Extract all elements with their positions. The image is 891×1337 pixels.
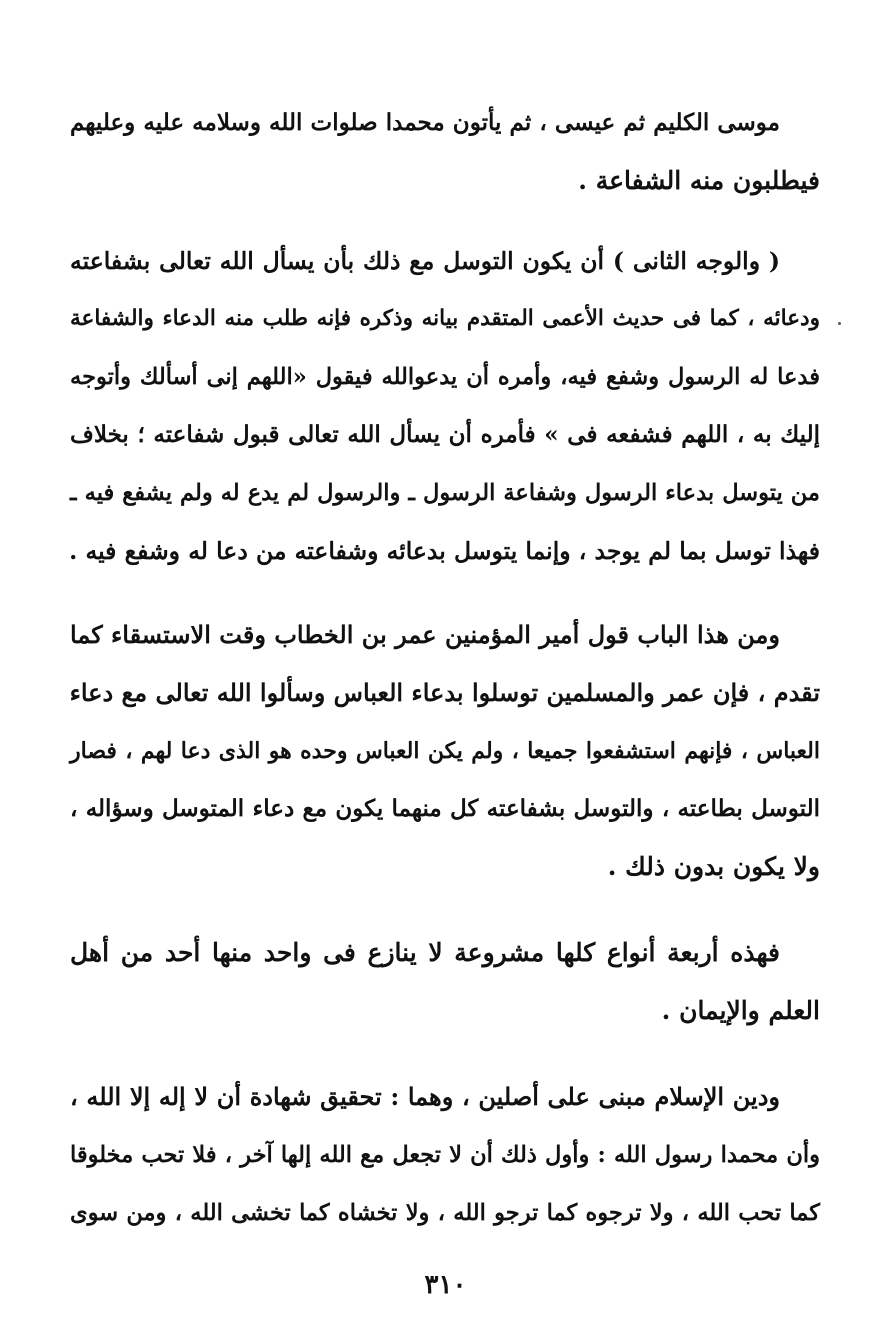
text-line: موسى الكليم ثم عيسى ، ثم يأتون محمدا صلوات الله وسلامه عليه وعليهم (70, 109, 780, 136)
text-line: ودعائه ، كما فى حديث الأعمى المتقدم بيانه وذكره فإنه طلب منه الدعاء والشفاعة (70, 306, 820, 331)
text-line: كما تحب الله ، ولا ترجوه كما ترجو الله ، ولا تخشاه كما تخشى الله ، ومن سوى (70, 1200, 820, 1226)
text-line: ولا يكون بدون ذلك . (607, 852, 820, 881)
text-line: وأن محمدا رسول الله : وأول ذلك أن لا تجعل مع الله إلها آخر ، فلا تحب مخلوقا (70, 1142, 820, 1168)
text-line: إليك به ، اللهم فشفعه فى » فأمره أن يسأل الله تعالى قبول شفاعته ؛ بخلاف (70, 421, 820, 448)
text-line: ودين الإسلام مبنى على أصلين ، وهما : تحقيق شهادة أن لا إله إلا الله ، (70, 1082, 780, 1111)
paragraph-4 (70, 924, 820, 1040)
text-line: ومن هذا الباب قول أمير المؤمنين عمر بن الخطاب وقت الاستسقاء كما (70, 620, 780, 649)
paragraph-3 (70, 606, 820, 896)
paragraph-5 (70, 1068, 820, 1242)
text-line: ( والوجه الثانى ) أن يكون التوسل مع ذلك بأن يسأل الله تعالى بشفاعته (70, 247, 780, 275)
paragraph-2 (70, 232, 820, 580)
page-number: ٣١٠ (424, 1270, 467, 1300)
text-line: فيطلبون منه الشفاعة . (578, 166, 820, 195)
text-line: العباس ، فإنهم استشفعوا جميعا ، ولم يكن العباس وحده هو الذى دعا لهم ، فصار (70, 738, 820, 764)
text-line: التوسل بطاعته ، والتوسل بشفاعته كل منهما يكون مع دعاء المتوسل وسؤاله ، (70, 795, 820, 822)
text-line: من يتوسل بدعاء الرسول وشفاعة الرسول ـ والرسول لم يدع له ولم يشفع فيه ـ (70, 480, 820, 506)
text-line: فهذه أربعة أنواع كلها مشروعة لا ينازع فى واحد منها أحد من أهل (70, 938, 780, 967)
margin-mark (838, 322, 841, 325)
paragraph-1 (70, 94, 820, 210)
text-line: فهذا توسل بما لم يوجد ، وإنما يتوسل بدعائه وشفاعته من دعا له وشفع فيه . (69, 537, 820, 565)
text-line: العلم والإيمان . (661, 996, 820, 1025)
text-line: فدعا له الرسول وشفع فيه، وأمره أن يدعوالله فيقول «اللهم إنى أسألك وأتوجه (70, 364, 820, 390)
text-line: تقدم ، فإن عمر والمسلمين توسلوا بدعاء العباس وسألوا الله تعالى مع دعاء (69, 678, 820, 707)
